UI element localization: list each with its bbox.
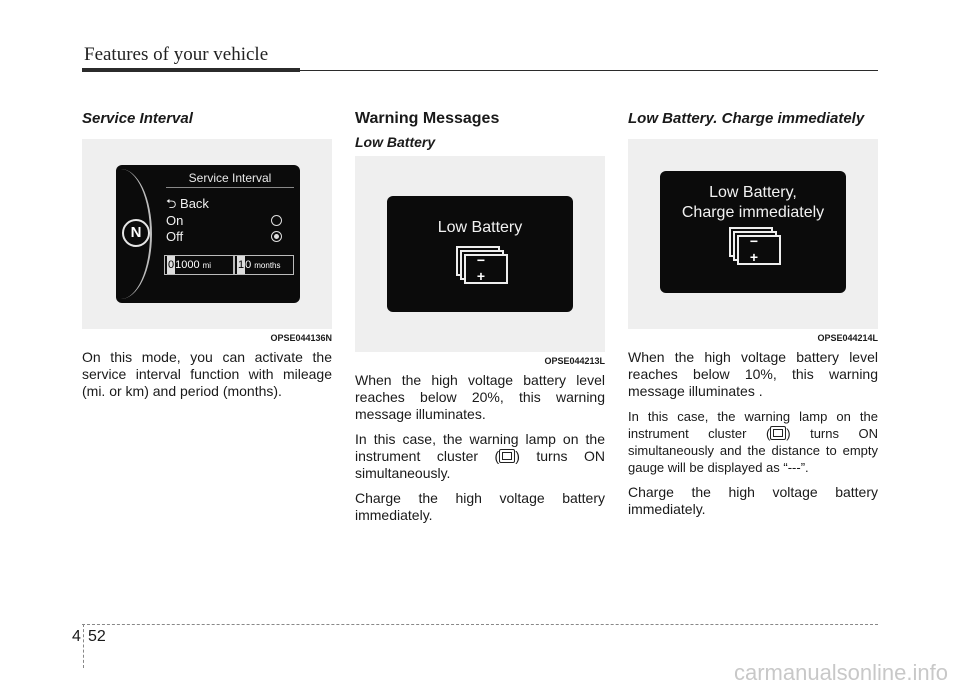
subsection-title-low-battery: Low Battery [355,134,436,150]
months-field [234,255,294,275]
warning-text: Low Battery [437,219,523,236]
chapter-number: 4 [72,628,81,645]
gear-indicator: N [122,219,150,247]
figure-code: OPSE044214L [817,333,878,343]
column-service-interval [82,110,332,408]
section-title-warning-messages: Warning Messages [355,110,500,127]
menu-on-label: On [166,213,184,228]
paragraph [628,408,878,476]
figure-code: OPSE044136N [270,333,332,343]
figure-low-battery [355,156,605,366]
menu-back: ⮌ Back [166,196,209,211]
paragraph: When the high voltage battery level reaches below 20%, this warning message illuminates. [355,372,605,422]
footer-rule [82,624,878,625]
paragraph-text: ) turns ON simultaneously and the distance to empty gauge will be displayed as “---”. [628,426,878,475]
cluster-display [116,165,300,303]
warning-text-line2: Charge immediately [681,204,825,221]
watermark: carmanualsonline.info [733,660,948,685]
footer-divider [83,624,84,668]
figure-code: OPSE044213L [544,356,605,366]
section-title-service-interval: Service Interval [82,110,193,127]
screen-title: Service Interval [166,171,294,188]
paragraph [355,431,605,482]
header-title: Features of your vehicle [84,44,269,65]
menu-off [166,229,294,244]
mileage-field [164,255,234,275]
battery-warning-icon [499,449,515,463]
figure-low-battery-charge [628,139,878,343]
radio-off-icon [271,215,282,226]
paragraph-text: ) turns ON simultaneously. [355,448,605,481]
battery-icon: −+ [456,246,504,282]
months-unit: months [254,261,281,270]
radio-on-icon [271,231,282,242]
paragraph-text: In this case, the warning lamp on the instrument cluster ( [628,409,878,441]
warning-display [660,171,846,293]
paragraph: Charge the high voltage battery immediately. [628,484,878,517]
paragraph: Charge the high voltage battery immediately. [355,490,605,523]
months-value: 0 [245,259,252,271]
page-number: 52 [88,628,106,645]
months-cursor: 1 [237,256,245,274]
menu-on [166,213,294,228]
paragraph: When the high voltage battery level reaches below 10%, this warning message illuminates . [628,349,878,399]
battery-warning-icon [770,426,786,440]
mileage-unit: mi [202,261,212,270]
battery-icon: −+ [729,227,777,263]
header-bar [82,68,300,72]
column-warning-messages [355,110,605,532]
figure-service-interval [82,139,332,343]
mileage-value: 1000 [175,259,200,271]
warning-text-line1: Low Battery, [709,184,797,201]
paragraph-text: In this case, the warning lamp on the instrument cluster ( [355,431,605,464]
menu-off-label: Off [166,229,184,244]
column-low-battery-charge [628,110,878,526]
paragraph: On this mode, you can activate the service interval function with mileage (mi. or km) and period (months). [82,349,332,399]
section-title-low-battery-charge: Low Battery. Charge immediately [628,110,865,127]
warning-display [387,196,573,312]
mileage-cursor: 0 [167,256,175,274]
header-rule [300,70,878,71]
